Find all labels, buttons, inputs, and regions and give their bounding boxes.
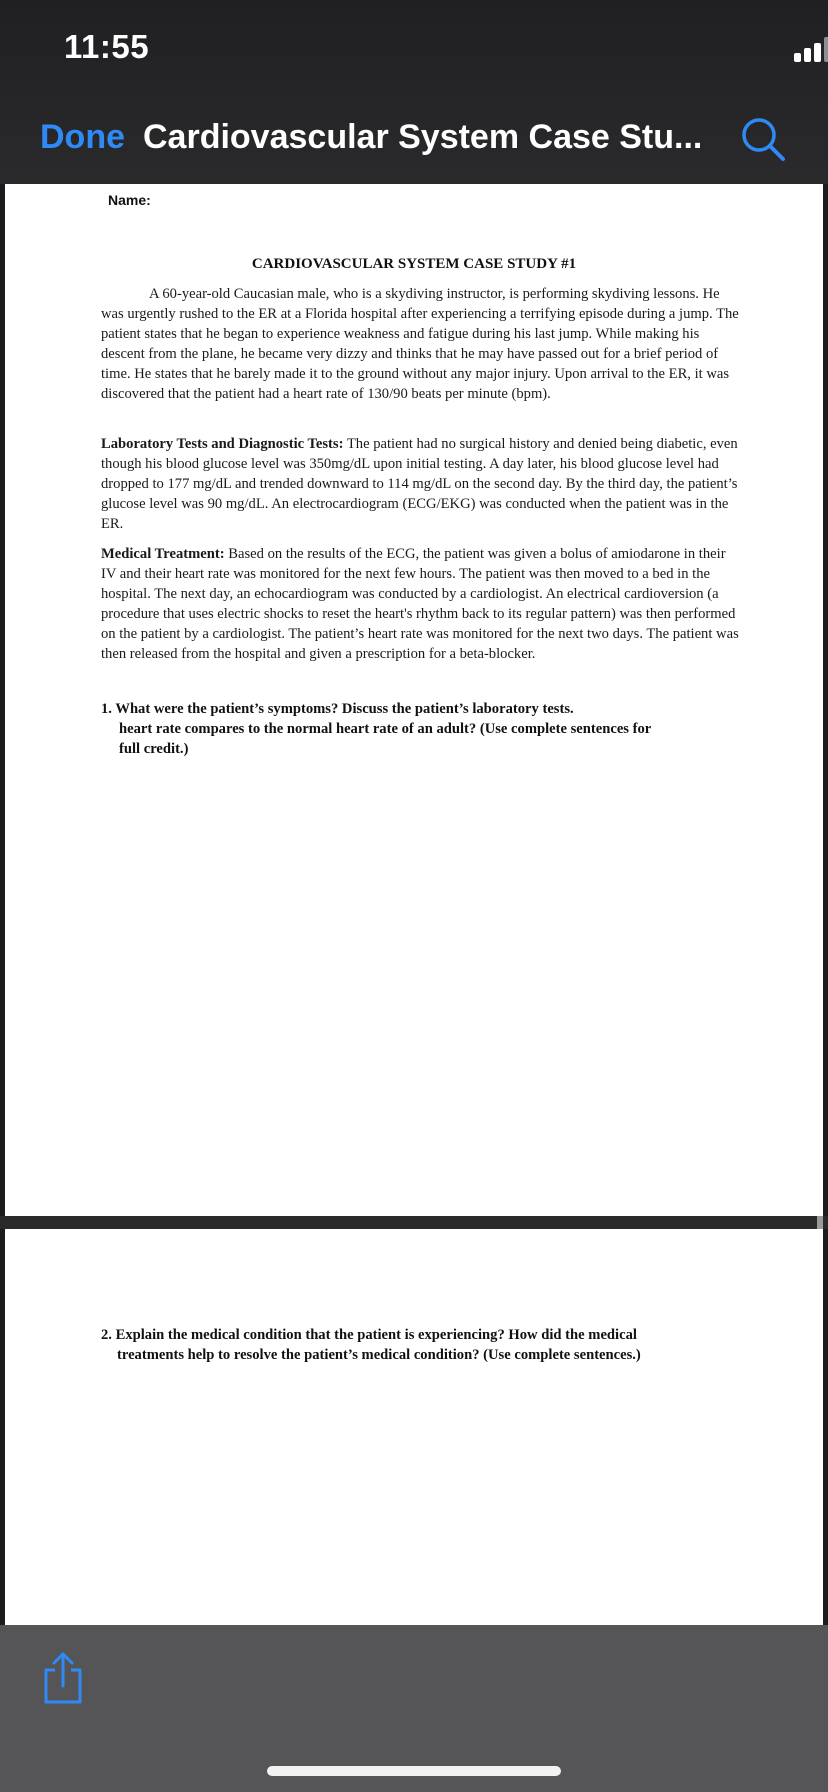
question-line: What were the patient’s symptoms? Discuss the patient’s laboratory tests. — [115, 701, 574, 717]
home-indicator[interactable] — [267, 1766, 561, 1776]
share-icon[interactable] — [40, 1650, 86, 1706]
question-line: heart rate compares to the normal heart rate of an adult? (Use complete sentences for — [119, 721, 652, 737]
question-line: 2. Explain the medical condition that the patient is experiencing? How did the medical — [101, 1327, 637, 1343]
question-2 — [101, 1325, 741, 1365]
paragraph-text: Based on the results of the ECG, the patient was given a bolus of amiodarone in their IV and their heart rate was monitored for the next few hours. The patient was then moved to a bed in the hospital. The next day, an echocardiogram was conducted by a cardiologist. An electrical cardioversion (a procedure that uses electric shocks to reset the heart's rhythm back to its regular pattern) was then performed on the patient by a cardiologist. The patient’s heart rate was monitored for the next two days. The patient was then released from the hospital and given a prescription for a beta-blocker. — [101, 546, 739, 662]
case-study-title: CARDIOVASCULAR SYSTEM CASE STUDY #1 — [251, 256, 577, 272]
document-page-2[interactable] — [5, 1229, 823, 1625]
case-paragraph-intro — [101, 284, 743, 404]
question-line: treatments help to resolve the patient’s medical condition? (Use complete sentences.) — [117, 1347, 641, 1363]
paragraph-heading: Medical Treatment: — [101, 546, 225, 562]
question-1 — [101, 699, 741, 759]
document-page-1[interactable] — [5, 184, 823, 1216]
paragraph-text: A 60-year-old Caucasian male, who is a skydiving instructor, is performing skydiving lessons. He was urgently rushed to the ER at a Florida hospital after experiencing a terrifying episode during a jump. The patient states that he began to experience weakness and fatigue during his last jump. While making his descent from the plane, he became very dizzy and thinks that he may have passed out for a brief period of time. He states that he barely made it to the ground without any major injury. Upon arrival to the ER, it was discovered that the patient had a heart rate of 130/90 beats per minute (bpm). — [101, 286, 739, 402]
document-title: Cardiovascular System Case Stu... — [143, 118, 703, 156]
status-time: 11:55 — [64, 28, 150, 65]
case-paragraph-treatment — [101, 544, 743, 664]
name-label: Name: — [108, 192, 151, 208]
top-bar — [0, 0, 828, 184]
paragraph-text: The patient had no surgical history and denied being diabetic, even though his blood glucose level was 350mg/dL upon initial testing. A day later, his blood glucose level had dropped to 177 mg/dL and trended downward to 114 mg/dL on the second day. By the third day, the patient’s glucose level was 90 mg/dL. An electrocardiogram (ECG/EKG) was conducted when the patient was in the ER. — [101, 436, 738, 532]
page-divider — [0, 1216, 828, 1229]
question-line: full credit.) — [119, 741, 189, 757]
paragraph-heading: Laboratory Tests and Diagnostic Tests: — [101, 436, 344, 452]
magnifying-glass-icon[interactable] — [740, 116, 786, 162]
navigation-bar — [0, 112, 828, 168]
done-button[interactable]: Done — [40, 118, 125, 156]
case-paragraph-lab-tests — [101, 434, 743, 534]
scrollbar[interactable] — [817, 1216, 823, 1229]
cellular-signal-icon — [794, 36, 828, 64]
question-number: 1. — [101, 701, 112, 717]
